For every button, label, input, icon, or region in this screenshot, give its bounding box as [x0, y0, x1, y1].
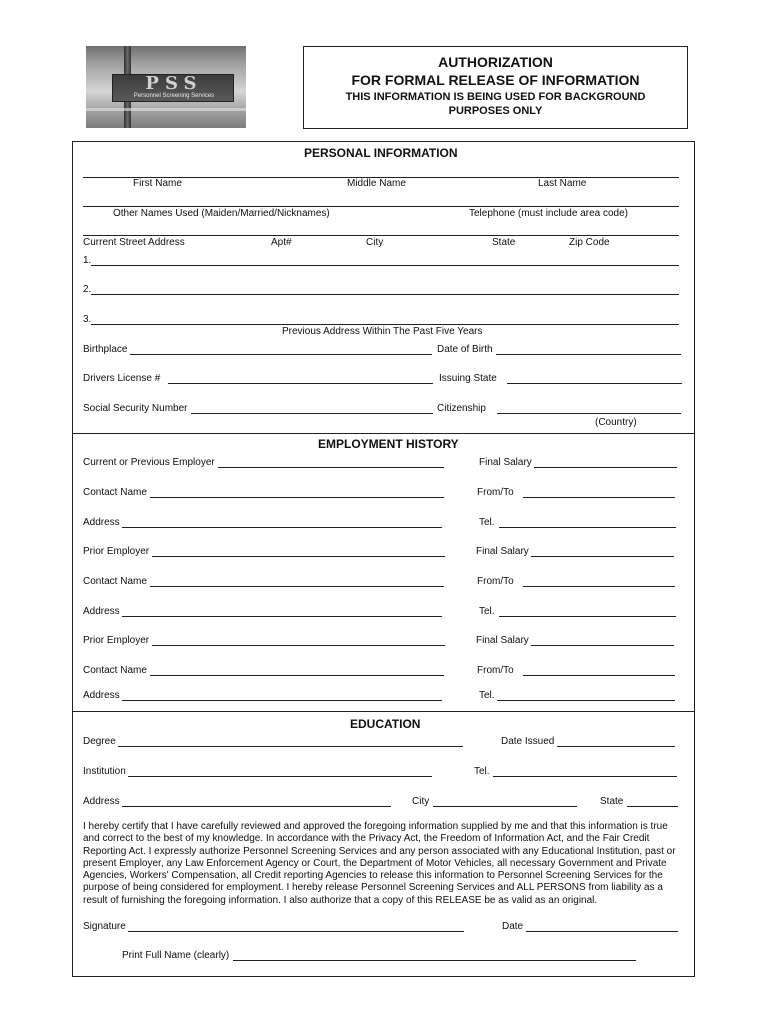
contact-name-2-field[interactable] [150, 586, 444, 587]
title-box [303, 46, 688, 129]
label-first-name: First Name [133, 178, 182, 189]
company-logo [86, 46, 246, 128]
current-employer-field[interactable] [218, 467, 444, 468]
tel-edu-field[interactable] [493, 776, 677, 777]
label-issuing-state: Issuing State [439, 373, 497, 384]
date-field[interactable] [526, 931, 678, 932]
label-institution: Institution [83, 766, 126, 777]
label-current-employer: Current or Previous Employer [83, 457, 215, 468]
drivers-license-field[interactable] [168, 383, 433, 384]
title-purpose-line1: THIS INFORMATION IS BEING USED FOR BACKGROUND [345, 91, 646, 103]
label-address-emp-3: Address [83, 690, 120, 701]
title-purpose-line2: PURPOSES ONLY [448, 105, 543, 117]
contact-name-3-field[interactable] [150, 675, 444, 676]
label-address-emp-1: Address [83, 517, 120, 528]
label-birthplace: Birthplace [83, 344, 128, 355]
label-address-1: 1. [83, 255, 92, 266]
tel-3-field[interactable] [497, 700, 675, 701]
divider-education [72, 711, 695, 712]
label-contact-name-2: Contact Name [83, 576, 147, 587]
address-edu-field[interactable] [122, 806, 391, 807]
label-contact-name-3: Contact Name [83, 665, 147, 676]
date-issued-field[interactable] [557, 746, 675, 747]
date-of-birth-field[interactable] [496, 354, 681, 355]
institution-field[interactable] [128, 776, 432, 777]
label-drivers-license: Drivers License # [83, 373, 161, 384]
label-city: City [366, 237, 384, 248]
label-apt: Apt# [271, 237, 292, 248]
label-final-salary-3: Final Salary [476, 635, 529, 646]
state-edu-field[interactable] [627, 806, 678, 807]
title-release: FOR FORMAL RELEASE OF INFORMATION [351, 72, 640, 88]
title-authorization: AUTHORIZATION [438, 54, 553, 70]
label-prior-employer-1: Prior Employer [83, 546, 150, 557]
address-emp-2-field[interactable] [122, 616, 442, 617]
label-tel-2: Tel. [479, 606, 495, 617]
ssn-field[interactable] [191, 413, 433, 414]
birthplace-field[interactable] [130, 354, 432, 355]
label-ssn: Social Security Number [83, 403, 188, 414]
prior-employer-2-field[interactable] [152, 645, 445, 646]
label-state: State [492, 237, 516, 248]
label-telephone: Telephone (must include area code) [469, 208, 628, 219]
label-tel-1: Tel. [479, 517, 495, 528]
label-date: Date [502, 921, 524, 932]
other-names-field-line[interactable] [83, 206, 679, 207]
address-3-field[interactable] [91, 324, 679, 325]
certification-paragraph: I hereby certify that I have carefully reviewed and approved the foregoing information supplied by me and that this information is true and correct to the best of my knowledge. In accordance with the Privacy Act, the Freedom of Information Act, and the Fair Credit Reporting Act. I expressly authorize Personnel Screening Services and any person associated with any Educational Institution, past or present Employer, any Law Enforcement Agency or Court, the Department of Motor Vehicles, all necessary Government and Private Agencies, Workers' Compensation, all Credit reporting Agencies to release this information to Personnel Screening Services for the purpose of being considered for employment. I hereby release Personnel Screening Services and ALL PERSONS from liability as a result of furnishing the foregoing information. I also authorize that a copy of this RELEASE be as valid as an original. [83, 821, 676, 906]
label-address-emp-2: Address [83, 606, 120, 617]
from-to-2-field[interactable] [523, 586, 675, 587]
address-emp-3-field[interactable] [122, 700, 442, 701]
label-other-names: Other Names Used (Maiden/Married/Nicknames) [113, 208, 330, 219]
from-to-3-field[interactable] [523, 675, 675, 676]
street-field-line[interactable] [83, 235, 679, 236]
label-tel-3: Tel. [479, 690, 495, 701]
tel-2-field[interactable] [499, 616, 676, 617]
citizenship-field[interactable] [497, 413, 681, 414]
label-date-issued: Date Issued [501, 736, 555, 747]
label-previous-address: Previous Address Within The Past Five Years [282, 326, 483, 337]
label-date-of-birth: Date of Birth [437, 344, 493, 355]
final-salary-2-field[interactable] [531, 556, 674, 557]
label-address-3: 3. [83, 314, 92, 325]
final-salary-1-field[interactable] [534, 467, 677, 468]
label-signature: Signature [83, 921, 126, 932]
label-from-to-3: From/To [477, 665, 514, 676]
label-from-to-1: From/To [477, 487, 514, 498]
tel-1-field[interactable] [499, 527, 676, 528]
signature-field[interactable] [128, 931, 464, 932]
city-edu-field[interactable] [433, 806, 577, 807]
label-print-full-name: Print Full Name (clearly) [122, 950, 230, 961]
label-state-edu: State [600, 796, 624, 807]
section-title-education: EDUCATION [350, 717, 421, 731]
label-contact-name-1: Contact Name [83, 487, 147, 498]
label-final-salary-1: Final Salary [479, 457, 532, 468]
from-to-1-field[interactable] [523, 497, 675, 498]
contact-name-1-field[interactable] [150, 497, 444, 498]
label-zip: Zip Code [569, 237, 610, 248]
address-2-field[interactable] [91, 294, 679, 295]
degree-field[interactable] [118, 746, 463, 747]
final-salary-3-field[interactable] [531, 645, 674, 646]
label-from-to-2: From/To [477, 576, 514, 587]
label-last-name: Last Name [538, 178, 587, 189]
label-final-salary-2: Final Salary [476, 546, 529, 557]
label-country: (Country) [595, 417, 637, 428]
label-middle-name: Middle Name [347, 178, 406, 189]
logo-badge [112, 74, 234, 102]
label-street-address: Current Street Address [83, 237, 185, 248]
logo-streak [86, 108, 246, 111]
section-title-personal: PERSONAL INFORMATION [304, 146, 458, 160]
address-emp-1-field[interactable] [122, 527, 442, 528]
print-full-name-field[interactable] [233, 960, 636, 961]
section-title-employment: EMPLOYMENT HISTORY [318, 437, 459, 451]
label-degree: Degree [83, 736, 116, 747]
label-prior-employer-2: Prior Employer [83, 635, 150, 646]
logo-letters: PSS [145, 73, 203, 94]
logo-company-name: Personnel Screening Services [133, 93, 215, 99]
label-address-2: 2. [83, 284, 92, 295]
divider-employment [72, 433, 695, 434]
prior-employer-1-field[interactable] [152, 556, 445, 557]
label-city-edu: City [412, 796, 430, 807]
issuing-state-field[interactable] [507, 383, 682, 384]
label-tel-edu: Tel. [474, 766, 490, 777]
label-citizenship: Citizenship [437, 403, 486, 414]
address-1-field[interactable] [91, 265, 679, 266]
label-address-edu: Address [83, 796, 120, 807]
